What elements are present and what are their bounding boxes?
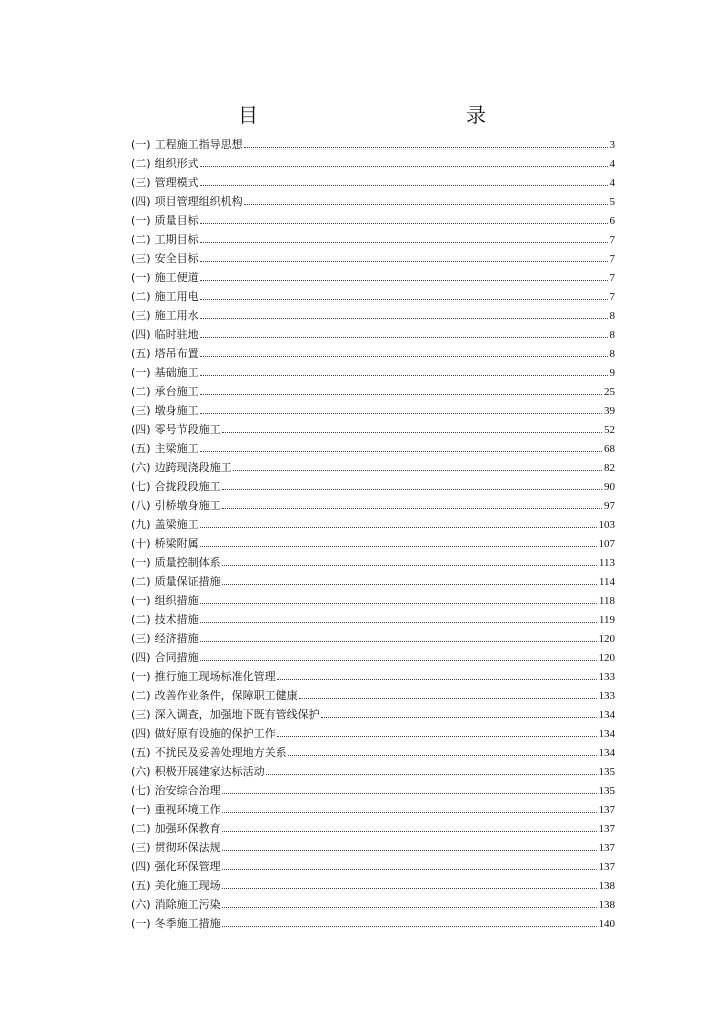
toc-entry-label: 安全目标 (154, 252, 199, 265)
toc-dot-leader (244, 204, 608, 205)
toc-dot-leader (299, 698, 597, 699)
toc-entry-page-number: 39 (604, 405, 615, 417)
toc-entry-number: (一) (131, 366, 151, 379)
toc-entry-number: (四) (131, 195, 151, 208)
toc-dot-leader (200, 337, 608, 338)
toc-entry-label: 合拢段段施工 (154, 480, 221, 493)
toc-entry-page-number: 138 (598, 880, 615, 892)
toc-entry[interactable] (131, 760, 615, 779)
toc-entry[interactable] (131, 741, 615, 760)
toc-dot-leader (222, 793, 597, 794)
toc-entry-page-number: 82 (604, 462, 615, 474)
toc-entry-number: (一) (131, 803, 151, 816)
toc-dot-leader (233, 470, 602, 471)
toc-entry[interactable] (131, 209, 615, 228)
toc-dot-leader (222, 869, 597, 870)
toc-entry-number: (二) (131, 290, 151, 303)
toc-dot-leader (200, 185, 608, 186)
toc-entry[interactable] (131, 722, 615, 741)
toc-entry-number: (三) (131, 176, 151, 189)
toc-entry[interactable] (131, 228, 615, 247)
toc-dot-leader (222, 926, 597, 927)
toc-entry-page-number: 6 (609, 215, 615, 227)
toc-entry-number: (一) (131, 138, 151, 151)
toc-entry-number: (六) (131, 765, 151, 778)
toc-entry-page-number: 140 (598, 918, 615, 930)
toc-entry-page-number: 137 (598, 804, 615, 816)
toc-entry-page-number: 134 (598, 709, 615, 721)
toc-dot-leader (200, 299, 608, 300)
toc-entry[interactable] (131, 703, 615, 722)
toc-entry-number: (二) (131, 689, 151, 702)
toc-dot-leader (200, 546, 597, 547)
toc-entry[interactable] (131, 342, 615, 361)
toc-entry[interactable] (131, 836, 615, 855)
toc-dot-leader (200, 242, 608, 243)
toc-entry-page-number: 103 (598, 519, 615, 531)
toc-entry-number: (一) (131, 556, 151, 569)
toc-entry-number: (一) (131, 670, 151, 683)
toc-entry-label: 施工用水 (154, 309, 199, 322)
toc-entry[interactable] (131, 133, 615, 152)
toc-entry[interactable] (131, 817, 615, 836)
toc-entry-number: (三) (131, 252, 151, 265)
toc-entry[interactable] (131, 684, 615, 703)
toc-dot-leader (222, 812, 597, 813)
toc-entry[interactable] (131, 608, 615, 627)
toc-dot-leader (222, 907, 597, 908)
toc-entry-label: 冬季施工措施 (154, 917, 221, 930)
toc-entry-label: 零号节段施工 (154, 423, 221, 436)
toc-entry[interactable] (131, 532, 615, 551)
toc-entry-page-number: 120 (598, 652, 615, 664)
toc-entry-page-number: 9 (609, 367, 615, 379)
toc-dot-leader (200, 356, 608, 357)
toc-entry-label: 施工便道 (154, 271, 199, 284)
toc-entry[interactable] (131, 247, 615, 266)
toc-entry-number: (九) (131, 518, 151, 531)
toc-dot-leader (222, 831, 597, 832)
toc-entry-number: (六) (131, 898, 151, 911)
toc-entry-label: 合同措施 (154, 651, 199, 664)
toc-entry-page-number: 7 (609, 291, 615, 303)
toc-entry-label: 强化环保管理 (154, 860, 221, 873)
toc-entry-page-number: 114 (598, 576, 615, 588)
toc-entry-number: (四) (131, 328, 151, 341)
toc-entry-label: 组织形式 (154, 157, 199, 170)
toc-entry-label: 治安综合治理 (154, 784, 221, 797)
toc-entry-number: (五) (131, 746, 151, 759)
toc-entry-number: (七) (131, 784, 151, 797)
toc-entry[interactable] (131, 361, 615, 380)
toc-entry-label: 技术措施 (154, 613, 199, 626)
toc-entry-page-number: 135 (598, 766, 615, 778)
toc-entry-number: (六) (131, 461, 151, 474)
toc-entry[interactable] (131, 456, 615, 475)
toc-entry-label: 质量目标 (154, 214, 199, 227)
toc-entry-number: (三) (131, 404, 151, 417)
toc-entry-label: 积极开展建家达标活动 (154, 765, 265, 778)
toc-entry-page-number: 52 (604, 424, 615, 436)
toc-entry-number: (二) (131, 157, 151, 170)
toc-entry[interactable] (131, 323, 615, 342)
toc-entry-number: (四) (131, 860, 151, 873)
toc-entry-number: (二) (131, 575, 151, 588)
toc-entry-label: 项目管理组织机构 (154, 195, 243, 208)
toc-dot-leader (200, 394, 602, 395)
toc-entry-label: 贯彻环保法规 (154, 841, 221, 854)
toc-entry-label: 加强环保教育 (154, 822, 221, 835)
toc-entry-page-number: 7 (609, 272, 615, 284)
toc-entry-number: (一) (131, 594, 151, 607)
toc-entry[interactable] (131, 912, 615, 931)
toc-entry[interactable] (131, 589, 615, 608)
toc-entry-number: (三) (131, 632, 151, 645)
toc-entry-number: (五) (131, 879, 151, 892)
toc-entry-label: 深入调查，加强地下既有管线保护 (154, 708, 320, 721)
toc-entry[interactable] (131, 152, 615, 171)
toc-entry-page-number: 25 (604, 386, 615, 398)
toc-entry-page-number: 137 (598, 823, 615, 835)
toc-entry[interactable] (131, 190, 615, 209)
toc-entry-page-number: 8 (609, 310, 615, 322)
toc-entry-number: (五) (131, 442, 151, 455)
toc-entry-page-number: 113 (598, 557, 615, 569)
toc-entry[interactable] (131, 437, 615, 456)
toc-dot-leader (200, 166, 608, 167)
toc-entry[interactable] (131, 627, 615, 646)
toc-dot-leader (200, 413, 602, 414)
toc-entry[interactable] (131, 494, 615, 513)
toc-entry-number: (四) (131, 423, 151, 436)
toc-dot-leader (200, 223, 608, 224)
toc-dot-leader (200, 603, 597, 604)
toc-dot-leader (222, 489, 602, 490)
toc-entry-page-number: 4 (609, 177, 615, 189)
toc-entry-label: 边跨现浇段施工 (154, 461, 232, 474)
toc-dot-leader (200, 375, 608, 376)
toc-entry-number: (四) (131, 651, 151, 664)
toc-entry-label: 主梁施工 (154, 442, 199, 455)
toc-entry[interactable] (131, 570, 615, 589)
toc-entry[interactable] (131, 171, 615, 190)
toc-dot-leader (200, 660, 597, 661)
toc-entry-page-number: 133 (598, 690, 615, 702)
toc-entry-number: (五) (131, 347, 151, 360)
toc-entry-number: (三) (131, 841, 151, 854)
toc-entry[interactable] (131, 551, 615, 570)
toc-entry-page-number: 119 (598, 614, 615, 626)
toc-entry-page-number: 134 (598, 728, 615, 740)
toc-entry-number: (四) (131, 727, 151, 740)
toc-entry-label: 做好原有设施的保护工作 (154, 727, 276, 740)
toc-entry-page-number: 137 (598, 842, 615, 854)
toc-dot-leader (222, 508, 602, 509)
toc-entry[interactable] (131, 874, 615, 893)
toc-dot-leader (222, 850, 597, 851)
toc-entry-page-number: 118 (598, 595, 615, 607)
toc-entry-label: 工程施工指导思想 (154, 138, 243, 151)
toc-entry-number: (三) (131, 309, 151, 322)
toc-entry-page-number: 90 (604, 481, 615, 493)
toc-entry-label: 消除施工污染 (154, 898, 221, 911)
toc-entry[interactable] (131, 399, 615, 418)
toc-dot-leader (200, 641, 597, 642)
toc-entry-page-number: 107 (598, 538, 615, 550)
table-of-contents (131, 133, 615, 931)
toc-dot-leader (277, 679, 597, 680)
toc-dot-leader (200, 527, 597, 528)
toc-entry-page-number: 8 (609, 329, 615, 341)
toc-entry-label: 不扰民及妥善处理地方关系 (154, 746, 287, 759)
toc-entry[interactable] (131, 513, 615, 532)
toc-entry-page-number: 134 (598, 747, 615, 759)
toc-entry-page-number: 138 (598, 899, 615, 911)
toc-dot-leader (222, 432, 602, 433)
toc-dot-leader (200, 622, 597, 623)
toc-entry[interactable] (131, 855, 615, 874)
toc-entry[interactable] (131, 893, 615, 912)
toc-entry-label: 基础施工 (154, 366, 199, 379)
toc-entry[interactable] (131, 646, 615, 665)
toc-entry-page-number: 68 (604, 443, 615, 455)
toc-entry-page-number: 133 (598, 671, 615, 683)
toc-entry-label: 改善作业条件，保障职工健康 (154, 689, 298, 702)
toc-entry-label: 塔吊布置 (154, 347, 199, 360)
toc-entry[interactable] (131, 475, 615, 494)
toc-entry[interactable] (131, 285, 615, 304)
toc-entry-number: (二) (131, 822, 151, 835)
toc-entry[interactable] (131, 418, 615, 437)
toc-entry-label: 工期目标 (154, 233, 199, 246)
toc-entry-number: (一) (131, 917, 151, 930)
toc-dot-leader (222, 584, 597, 585)
toc-entry-page-number: 7 (609, 253, 615, 265)
toc-entry-label: 组织措施 (154, 594, 199, 607)
toc-entry-number: (二) (131, 233, 151, 246)
toc-entry-page-number: 137 (598, 861, 615, 873)
toc-entry-label: 质量控制体系 (154, 556, 221, 569)
toc-entry-number: (二) (131, 613, 151, 626)
toc-entry[interactable] (131, 798, 615, 817)
toc-entry[interactable] (131, 380, 615, 399)
toc-entry[interactable] (131, 779, 615, 798)
toc-entry-label: 墩身施工 (154, 404, 199, 417)
toc-dot-leader (266, 774, 597, 775)
toc-entry-number: (一) (131, 214, 151, 227)
toc-entry-number: (十) (131, 537, 151, 550)
page-title: 目 录 (238, 103, 542, 127)
toc-dot-leader (277, 736, 597, 737)
toc-entry-label: 施工用电 (154, 290, 199, 303)
toc-dot-leader (200, 261, 608, 262)
toc-entry-number: (一) (131, 271, 151, 284)
toc-entry-label: 美化施工现场 (154, 879, 221, 892)
toc-entry-label: 盖梁施工 (154, 518, 199, 531)
toc-dot-leader (200, 451, 602, 452)
toc-entry-page-number: 120 (598, 633, 615, 645)
toc-entry-page-number: 4 (609, 158, 615, 170)
toc-entry-label: 引桥墩身施工 (154, 499, 221, 512)
toc-entry-label: 重视环境工作 (154, 803, 221, 816)
toc-dot-leader (244, 147, 608, 148)
toc-entry-number: (三) (131, 708, 151, 721)
toc-dot-leader (200, 280, 608, 281)
toc-entry-label: 质量保证措施 (154, 575, 221, 588)
toc-entry-label: 桥梁附属 (154, 537, 199, 550)
toc-entry-page-number: 5 (609, 196, 615, 208)
toc-entry-page-number: 3 (609, 139, 615, 151)
toc-entry[interactable] (131, 665, 615, 684)
toc-entry[interactable] (131, 304, 615, 323)
toc-dot-leader (321, 717, 597, 718)
toc-entry-label: 承台施工 (154, 385, 199, 398)
toc-entry-label: 临时驻地 (154, 328, 199, 341)
toc-dot-leader (222, 888, 597, 889)
toc-entry-label: 推行施工现场标准化管理 (154, 670, 276, 683)
toc-entry-page-number: 97 (604, 500, 615, 512)
toc-entry-label: 管理模式 (154, 176, 199, 189)
toc-entry-number: (八) (131, 499, 151, 512)
toc-entry-page-number: 135 (598, 785, 615, 797)
toc-entry-page-number: 8 (609, 348, 615, 360)
toc-dot-leader (200, 318, 608, 319)
toc-dot-leader (288, 755, 597, 756)
toc-entry-number: (二) (131, 385, 151, 398)
toc-dot-leader (222, 565, 597, 566)
toc-entry[interactable] (131, 266, 615, 285)
toc-entry-page-number: 7 (609, 234, 615, 246)
toc-entry-number: (七) (131, 480, 151, 493)
toc-entry-label: 经济措施 (154, 632, 199, 645)
